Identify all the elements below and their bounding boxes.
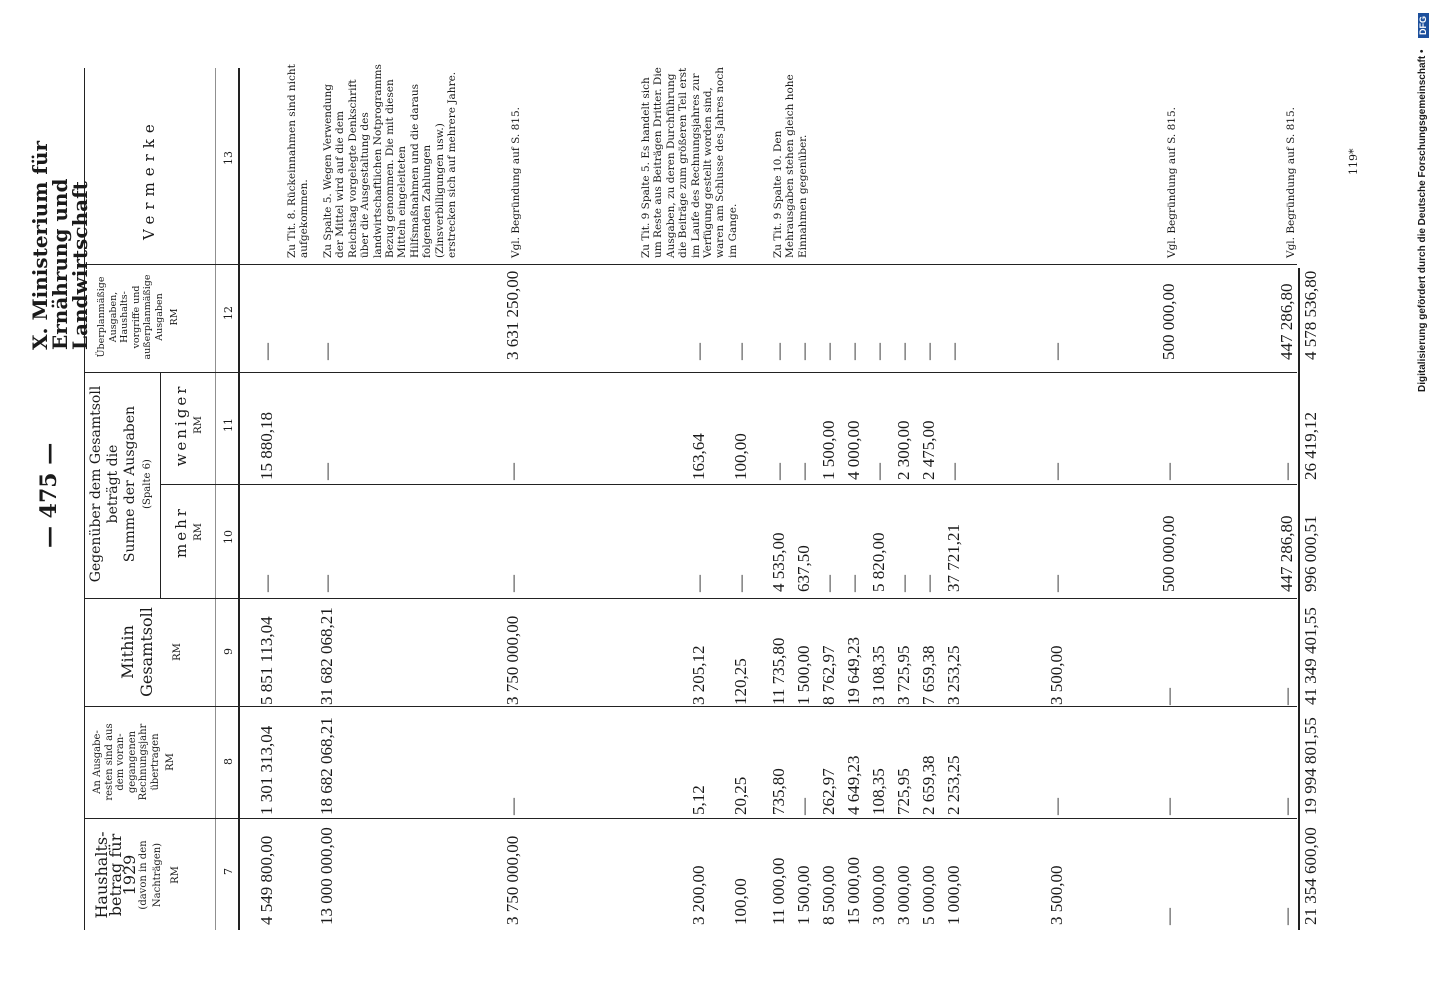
- cell-r16-c8: —: [1277, 798, 1296, 815]
- cell-r6-c8: 735,80: [769, 768, 788, 815]
- header-col11-l1: weniger: [172, 383, 190, 467]
- remark-r2-text: Zu Spalte 5. Wegen Verwendung der Mittel wird auf die dem Reichstag vorgelegte Denkschrift über die Ausgestaltung des landwirtschaftlichen Notprogramms Bezug genommen. Die mit diesen Mitteln eingeleiteten Hilfsmaßnahmen und die daraus folgenden Zahlungen (Zinsverbilligungen usw.) erstrecken sich auf mehrere Jahre.: [322, 64, 459, 258]
- cell-r13-c7: 1 000,00: [944, 865, 963, 925]
- cell-r2-c8: 18 682 068,21: [317, 717, 336, 815]
- header-col12-l1: Überplanmäßige: [96, 276, 107, 358]
- colnum-12: 12: [222, 306, 235, 320]
- cell-r4-c11: 163,64: [689, 433, 708, 480]
- header-col10: [172, 492, 208, 572]
- cell-r3-c9: 3 750 000,00: [503, 615, 522, 705]
- section-title-text: X. Ministerium für Ernährung und Landwirtschaft: [28, 140, 92, 350]
- colnum-9: 9: [222, 648, 235, 655]
- cell-r7-c10: 637,50: [794, 545, 813, 592]
- cell-r15-c7: —: [1159, 908, 1178, 925]
- cell-r4-c12: —: [689, 343, 708, 360]
- cell-total-c12: 4 578 536,80: [1301, 270, 1320, 360]
- cell-r5-c9: 120,25: [731, 658, 750, 705]
- cell-r9-c12: —: [844, 343, 863, 360]
- cell-total-c7: 21 354 600,00: [1301, 827, 1320, 925]
- cell-r2-c9: 31 682 068,21: [317, 607, 336, 705]
- sep-11-12: [84, 372, 1297, 373]
- sep-12-13: [84, 264, 1297, 265]
- header-col12-l3: Haushalts-: [119, 291, 130, 343]
- cell-r6-c12: —: [769, 343, 788, 360]
- header-col10-l1: mehr: [172, 506, 190, 558]
- cell-r12-c11: 2 475,00: [919, 420, 938, 480]
- cell-r12-c8: 2 659,38: [919, 755, 938, 815]
- header-group-l1: Gegenüber dem Gesamtsoll: [88, 385, 104, 583]
- remark-r15: [1166, 63, 1178, 258]
- cell-r7-c7: 1 500,00: [794, 865, 813, 925]
- header-col8: [92, 712, 177, 812]
- cell-r11-c12: —: [894, 343, 913, 360]
- cell-r9-c7: 15 000,00: [844, 857, 863, 925]
- header-group-l2: beträgt die: [105, 444, 121, 524]
- remark-r5: [772, 63, 809, 258]
- remark-r16: [1285, 63, 1297, 258]
- remark-r2: [322, 63, 458, 258]
- cell-r14-c7: 3 500,00: [1047, 865, 1066, 925]
- header-col7: [92, 825, 183, 925]
- cell-r3-c8: —: [503, 798, 522, 815]
- header-col7-l2: betrag für: [106, 833, 125, 917]
- cell-r1-c12: —: [257, 343, 276, 360]
- remark-r3-text: Vgl. Begründung auf S. 815.: [510, 107, 522, 258]
- cell-r10-c9: 3 108,35: [869, 645, 888, 705]
- header-col12-l6: Ausgaben: [153, 293, 165, 341]
- table-top-rule: [238, 68, 240, 930]
- cell-r13-c9: 3 253,25: [944, 645, 963, 705]
- cell-r8-c9: 8 762,97: [819, 645, 838, 705]
- sep-7-8: [84, 818, 1297, 819]
- remark-r1-text: Zu Tit. 8. Rückeinnahmen sind nicht aufgekommen.: [286, 64, 311, 258]
- header-col7-l1: Haushalts-: [92, 831, 111, 919]
- header-col13: [140, 118, 158, 240]
- cell-r15-c10: 500 000,00: [1159, 515, 1178, 592]
- cell-r16-c12: 447 286,80: [1277, 283, 1296, 360]
- cell-r2-c7: 13 000 000,00: [317, 827, 336, 925]
- cell-r14-c10: —: [1047, 575, 1066, 592]
- cell-r11-c7: 3 000,00: [894, 865, 913, 925]
- footer-mark: 119*: [1347, 148, 1360, 175]
- remark-r4-text: Zu Tit. 9 Spalte 5. Es handelt sich um Reste aus Beiträgen Dritter. Die Ausgaben, zu deren Durchführung die Beiträge zum größeren Teil erst im Laufe des Rechnungsjahres zur Verfügung gestellt worden sind, waren am Schlusse des Jahres noch im Gange.: [640, 67, 739, 258]
- cell-r15-c12: 500 000,00: [1159, 283, 1178, 360]
- cell-r8-c10: —: [819, 575, 838, 592]
- header-number-rule: [215, 68, 216, 930]
- cell-r16-c10: 447 286,80: [1277, 515, 1296, 592]
- header-col7-l3: 1929: [120, 854, 139, 896]
- cell-r7-c9: 1 500,00: [794, 645, 813, 705]
- cell-r10-c12: —: [869, 343, 888, 360]
- header-col12: [96, 272, 181, 362]
- cell-r3-c7: 3 750 000,00: [503, 835, 522, 925]
- cell-r10-c11: —: [869, 463, 888, 480]
- cell-r6-c9: 11 735,80: [769, 637, 788, 705]
- cell-r4-c10: —: [689, 575, 708, 592]
- cell-r15-c11: —: [1159, 463, 1178, 480]
- cell-r13-c8: 2 253,25: [944, 755, 963, 815]
- cell-r5-c8: 20,25: [731, 776, 750, 815]
- cell-r2-c12: —: [317, 343, 336, 360]
- remark-r4: [640, 63, 739, 258]
- cell-r8-c7: 8 500,00: [819, 865, 838, 925]
- colnum-7: 7: [222, 868, 235, 875]
- cell-r14-c9: 3 500,00: [1047, 645, 1066, 705]
- header-col9-l2: Gesamtsoll: [137, 607, 156, 697]
- header-col8-l7: RM: [165, 753, 176, 771]
- cell-r1-c10: —: [257, 575, 276, 592]
- cell-r12-c9: 7 659,38: [919, 645, 938, 705]
- cell-r14-c12: —: [1047, 343, 1066, 360]
- cell-r15-c8: —: [1159, 798, 1178, 815]
- cell-total-c10: 996 000,51: [1301, 515, 1320, 592]
- cell-r16-c9: —: [1277, 688, 1296, 705]
- cell-r12-c7: 5 000,00: [919, 865, 938, 925]
- sep-group-10-11: [160, 372, 161, 598]
- sep-8-9: [84, 706, 1297, 707]
- remark-r16-text: Vgl. Begründung auf S. 815.: [1285, 107, 1297, 258]
- cell-r1-c9: 5 851 113,04: [257, 616, 276, 705]
- cell-r8-c8: 262,97: [819, 768, 838, 815]
- cell-r14-c8: —: [1047, 798, 1066, 815]
- cell-r1-c8: 1 301 313,04: [257, 725, 276, 815]
- cell-r11-c9: 3 725,95: [894, 645, 913, 705]
- colnum-10: 10: [222, 530, 235, 544]
- cell-r11-c8: 725,95: [894, 768, 913, 815]
- header-col8-l3: dem voran-: [115, 733, 126, 791]
- cell-r14-c11: —: [1047, 463, 1066, 480]
- remark-r15-text: Vgl. Begründung auf S. 815.: [1166, 107, 1178, 258]
- header-col8-l2: resten sind aus: [103, 723, 115, 801]
- cell-r10-c7: 3 000,00: [869, 865, 888, 925]
- cell-r5-c10: —: [731, 575, 750, 592]
- cell-r6-c11: —: [769, 463, 788, 480]
- cell-r1-c11: 15 880,18: [257, 412, 276, 480]
- header-col8-l5: Rechnungsjahr: [138, 723, 149, 801]
- cell-r15-c9: —: [1159, 688, 1178, 705]
- cell-total-c9: 41 349 401,55: [1301, 607, 1320, 705]
- cell-r13-c11: —: [944, 463, 963, 480]
- header-col8-l6: übertragen: [149, 733, 161, 791]
- total-rule: [1298, 268, 1300, 930]
- header-group-10-11: [88, 374, 156, 594]
- cell-r3-c12: 3 631 250,00: [503, 270, 522, 360]
- cell-r4-c9: 3 205,12: [689, 645, 708, 705]
- remark-r1: [286, 63, 311, 258]
- cell-r11-c11: 2 300,00: [894, 420, 913, 480]
- cell-r5-c11: 100,00: [731, 433, 750, 480]
- cell-r12-c12: —: [919, 343, 938, 360]
- header-col8-l1: An Ausgabe-: [92, 730, 103, 794]
- header-col12-l5: außerplanmäßige: [142, 274, 153, 360]
- cell-r3-c11: —: [503, 463, 522, 480]
- cell-r5-c12: —: [731, 343, 750, 360]
- cell-r9-c10: —: [844, 575, 863, 592]
- cell-r9-c8: 4 649,23: [844, 755, 863, 815]
- cell-r3-c10: —: [503, 575, 522, 592]
- dfg-logo-text: DFG: [1418, 16, 1428, 35]
- cell-r4-c7: 3 200,00: [689, 865, 708, 925]
- header-col9: [118, 602, 187, 702]
- cell-r16-c7: —: [1277, 908, 1296, 925]
- cell-r5-c7: 100,00: [731, 878, 750, 925]
- header-col7-l5: Nachträgen): [152, 842, 163, 908]
- header-col10-l2: RM: [193, 523, 204, 541]
- cell-r8-c12: —: [819, 343, 838, 360]
- section-title: [30, 30, 90, 350]
- dfg-side-text: [1418, 50, 1428, 392]
- cell-total-c11: 26 419,12: [1301, 412, 1320, 480]
- cell-r16-c11: —: [1277, 463, 1296, 480]
- cell-r8-c11: 1 500,00: [819, 420, 838, 480]
- header-col12-l2: Ausgaben,: [107, 291, 119, 343]
- cell-r4-c8: 5,12: [689, 785, 708, 815]
- cell-r9-c9: 19 649,23: [844, 637, 863, 705]
- remark-r5-text: Zu Tit. 9 Spalte 10. Den Mehrausgaben stehen gleich hohe Einnahmen gegenüber.: [772, 74, 809, 258]
- header-col9-l3: RM: [172, 643, 183, 661]
- cell-r6-c7: 11 000,00: [769, 857, 788, 925]
- header-col7-l6: RM: [170, 866, 181, 884]
- header-col13-label: Vermerke: [140, 118, 158, 240]
- cell-r2-c10: —: [317, 575, 336, 592]
- cell-r1-c7: 4 549 800,00: [257, 835, 276, 925]
- cell-r7-c8: —: [794, 798, 813, 815]
- header-col12-l4: vorgriffe und: [130, 285, 142, 349]
- cell-r10-c10: 5 820,00: [869, 532, 888, 592]
- dfg-logo: [1418, 13, 1429, 38]
- colnum-13: 13: [222, 151, 235, 165]
- cell-r11-c10: —: [894, 575, 913, 592]
- colnum-11: 11: [222, 418, 235, 432]
- page-number: — 475 —: [36, 442, 62, 548]
- cell-r12-c10: —: [919, 575, 938, 592]
- sep-9-10: [84, 598, 1297, 599]
- cell-total-c8: 19 994 801,55: [1301, 717, 1320, 815]
- remark-r3: [510, 63, 522, 258]
- header-col9-l1: Mithin: [118, 625, 137, 679]
- cell-r9-c11: 4 000,00: [844, 420, 863, 480]
- header-col12-l7: RM: [169, 308, 180, 326]
- header-group-l4: (Spalte 6): [142, 459, 153, 509]
- cell-r7-c11: —: [794, 463, 813, 480]
- header-col7-l4: (davon in den: [138, 840, 149, 910]
- cell-r6-c10: 4 535,00: [769, 532, 788, 592]
- header-col8-l4: gegangenen: [126, 730, 138, 794]
- cell-r13-c10: 37 721,21: [944, 524, 963, 592]
- sep-10-11: [160, 484, 1297, 485]
- header-group-l3: Summe der Ausgaben: [122, 405, 138, 563]
- cell-r10-c8: 108,35: [869, 768, 888, 815]
- cell-r13-c12: —: [944, 343, 963, 360]
- cell-r2-c11: —: [317, 463, 336, 480]
- header-col11-l2: RM: [193, 416, 204, 434]
- colnum-8: 8: [222, 758, 235, 765]
- header-col11: [172, 380, 208, 470]
- cell-r7-c12: —: [794, 343, 813, 360]
- dfg-side-text-label: Digitalisierung gefördert durch die Deutsche Forschungsgemeinschaft •: [1417, 49, 1428, 392]
